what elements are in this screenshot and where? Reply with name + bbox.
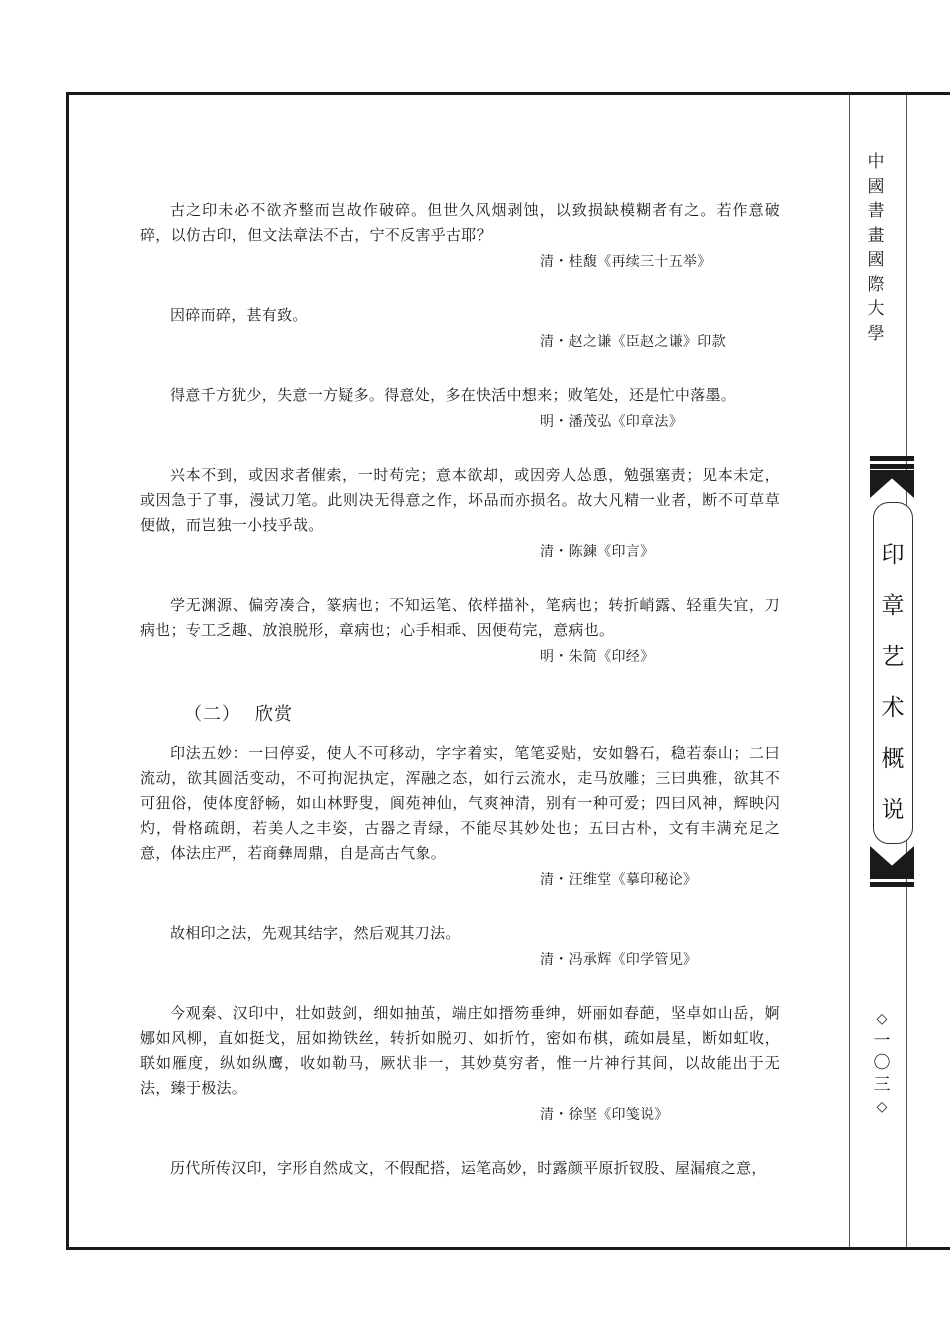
ornament-bar-bottom-2 [870,882,914,887]
section-heading [184,702,780,727]
publisher-char: 國 [867,176,885,197]
quote-text: 学无渊源、偏旁凑合，篆病也；不知运笔、依样描补，笔病也；转折峭露、轻重失宜，刀病也；专工乏趣、放浪脱形，章病也；心手相乖、因便苟完，意病也。 [140,596,780,639]
ornament-bar-bottom [870,874,914,879]
quote-source: 清・汪维堂《摹印秘论》 [540,872,698,888]
quote-entry [140,463,780,565]
publisher-char: 畫 [867,225,885,246]
publisher-vertical-title [858,150,894,346]
quote-source: 清・陈鍊《印言》 [540,544,655,560]
book-title-char: 概 [881,746,905,772]
page-number-digit: 一 [873,1031,891,1051]
quote-entry [140,741,780,893]
page-number-digit: 〇 [873,1053,891,1073]
quote-text: 印法五妙：一曰停妥，使人不可移动，字字着实，笔笔妥贴，安如磐石，稳若泰山；二曰流动，欲其圆活变动，不可拘泥执定，浑融之态，如行云流水，走马放雕；三曰典雅，欲其不可狃俗，使体度舒畅，如山林野叟，阆苑神仙，气爽神清，别有一种可爱；四曰风神，辉映闪灼，骨格疏朗，若美人之丰姿，古器之青绿，不能尽其妙处也；五曰古朴，文有丰满充足之意，体法庄严，若商彝周鼎，自是高古气象。 [140,744,780,862]
quote-source: 明・朱简《印经》 [540,649,655,665]
quote-entry [140,921,780,973]
quote-entry [140,1001,780,1128]
quote-source: 清・桂馥《再续三十五举》 [540,254,712,270]
publisher-char: 書 [867,201,885,221]
page-frame-top [66,92,950,95]
page-frame-bottom [66,1247,950,1250]
publisher-char: 際 [867,274,885,295]
section-title: 欣赏 [255,704,293,725]
quote-text: 因碎而碎，甚有致。 [170,306,308,324]
section-number: （二） [184,704,241,725]
quote-entry [140,303,780,355]
book-title-char: 印 [881,542,905,568]
ornament-chevron-top [870,470,914,498]
quote-text: 古之印未必不欲齐整而岂故作破碎。但世久风烟剥蚀，以致损缺模糊者有之。若作意破碎，以仿古印，但文法章法不古，宁不反害乎古耶？ [140,201,780,244]
quote-source: 清・徐坚《印笺说》 [540,1107,669,1123]
ornament-bar-top-2 [870,464,914,469]
diamond-icon: ◇ [876,1099,888,1115]
publisher-char: 中 [867,152,885,172]
page-frame-left [66,92,69,1250]
quote-text: 历代所传汉印，字形自然成文，不假配搭，运笔高妙，时露颜平原折钗股、屋漏痕之意， [170,1159,767,1177]
quote-entry [140,593,780,670]
quote-source: 清・冯承辉《印学管见》 [540,952,698,968]
quote-entry [140,1156,780,1181]
margin-rule-left [849,95,850,1247]
book-vertical-title [873,530,913,836]
quote-entry [140,198,780,275]
page-body [140,198,780,1209]
quote-text: 今观秦、汉印中，壮如鼓剑，细如抽茧，端庄如搢笏垂绅，妍丽如春葩，坚卓如山岳，婀娜如风柳，直如挺戈，屈如拗铁丝，转折如脱刃、如折竹，密如布棋，疏如晨星，断如虹收，联如雁度，纵如纵鹰，收如勒马，厥状非一，其妙莫穷者，惟一片神行其间，以故能出于无法，臻于极法。 [140,1004,780,1097]
page-number-digit: 三 [873,1075,891,1095]
quote-source: 明・潘茂弘《印章法》 [540,414,683,430]
ornament-bar-top [870,456,914,461]
quote-text: 兴本不到，或因求者催索，一时苟完；意本欲却，或因旁人怂恿，勉强塞责；见本未定，或因急于了事，漫试刀笔。此则决无得意之作，坏品而亦损名。故大凡精一业者，断不可草草便做，而岂独一小技乎哉。 [140,466,780,534]
ornament-chevron-bottom [870,846,914,874]
book-title-char: 章 [881,593,905,619]
publisher-char: 大 [867,299,885,319]
quote-source: 清・赵之谦《臣赵之谦》印款 [540,334,726,350]
quote-text: 故相印之法，先观其结字，然后观其刀法。 [170,924,461,942]
book-title-char: 术 [881,695,905,721]
page-number [866,1008,898,1118]
publisher-char: 國 [867,250,885,270]
publisher-char: 學 [867,323,885,344]
quote-text: 得意千方犹少，失意一方疑多。得意处，多在快活中想来；败笔处，还是忙中落墨。 [170,386,737,404]
quote-entry [140,383,780,435]
book-title-char: 说 [881,797,905,823]
book-title-char: 艺 [881,644,905,670]
diamond-icon: ◇ [876,1011,888,1027]
